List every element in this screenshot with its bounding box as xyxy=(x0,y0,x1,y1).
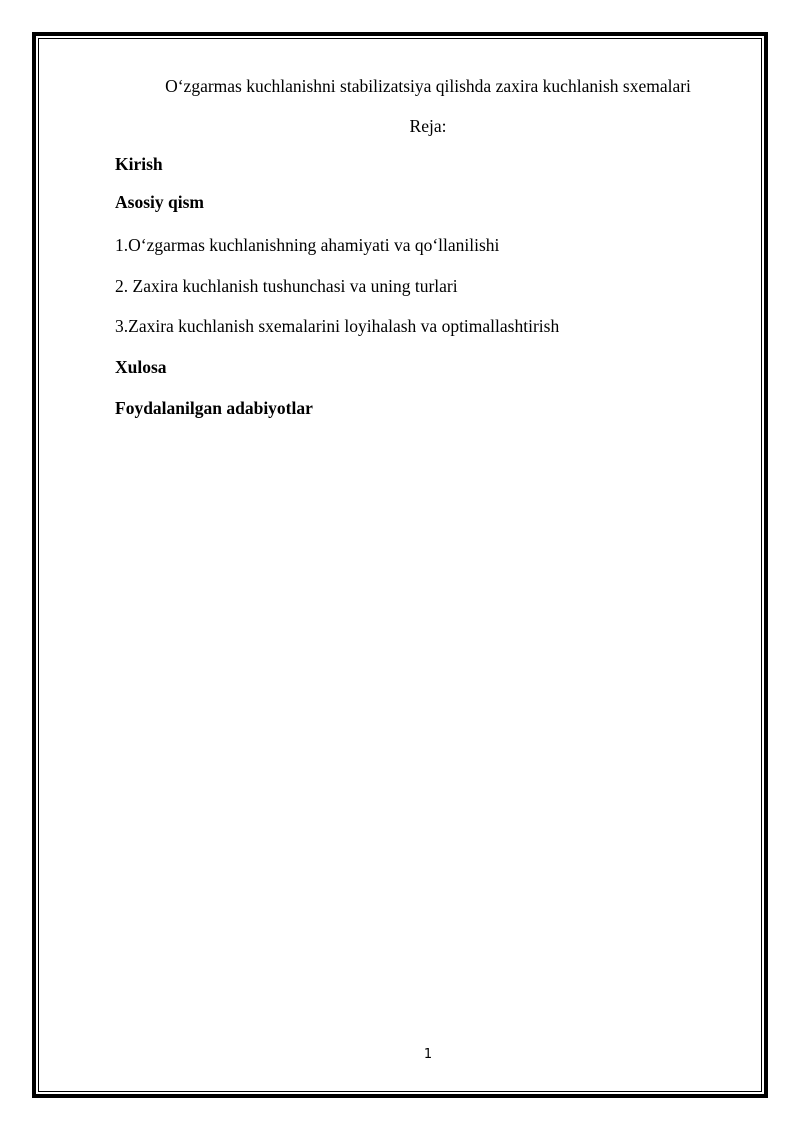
plan-heading: Reja: xyxy=(409,116,447,136)
outline-item-references: Foydalanilgan adabiyotlar xyxy=(115,398,313,418)
outline-item-introduction: Kirish xyxy=(115,154,163,174)
outline-item-section-2: 2. Zaxira kuchlanish tushunchasi va uning turlari xyxy=(115,276,458,296)
outline-item-section-1: 1.O‘zgarmas kuchlanishning ahamiyati va qo‘llanilishi xyxy=(115,235,500,255)
outline-item-conclusion: Xulosa xyxy=(115,357,167,377)
outline-item-section-3: 3.Zaxira kuchlanish sxemalarini loyihalash va optimallashtirish xyxy=(115,316,560,336)
page-number: 1 xyxy=(423,1047,433,1062)
outline-item-main-part: Asosiy qism xyxy=(115,192,204,212)
document-title: O‘zgarmas kuchlanishni stabilizatsiya qilishda zaxira kuchlanish sxemalari xyxy=(165,76,691,96)
